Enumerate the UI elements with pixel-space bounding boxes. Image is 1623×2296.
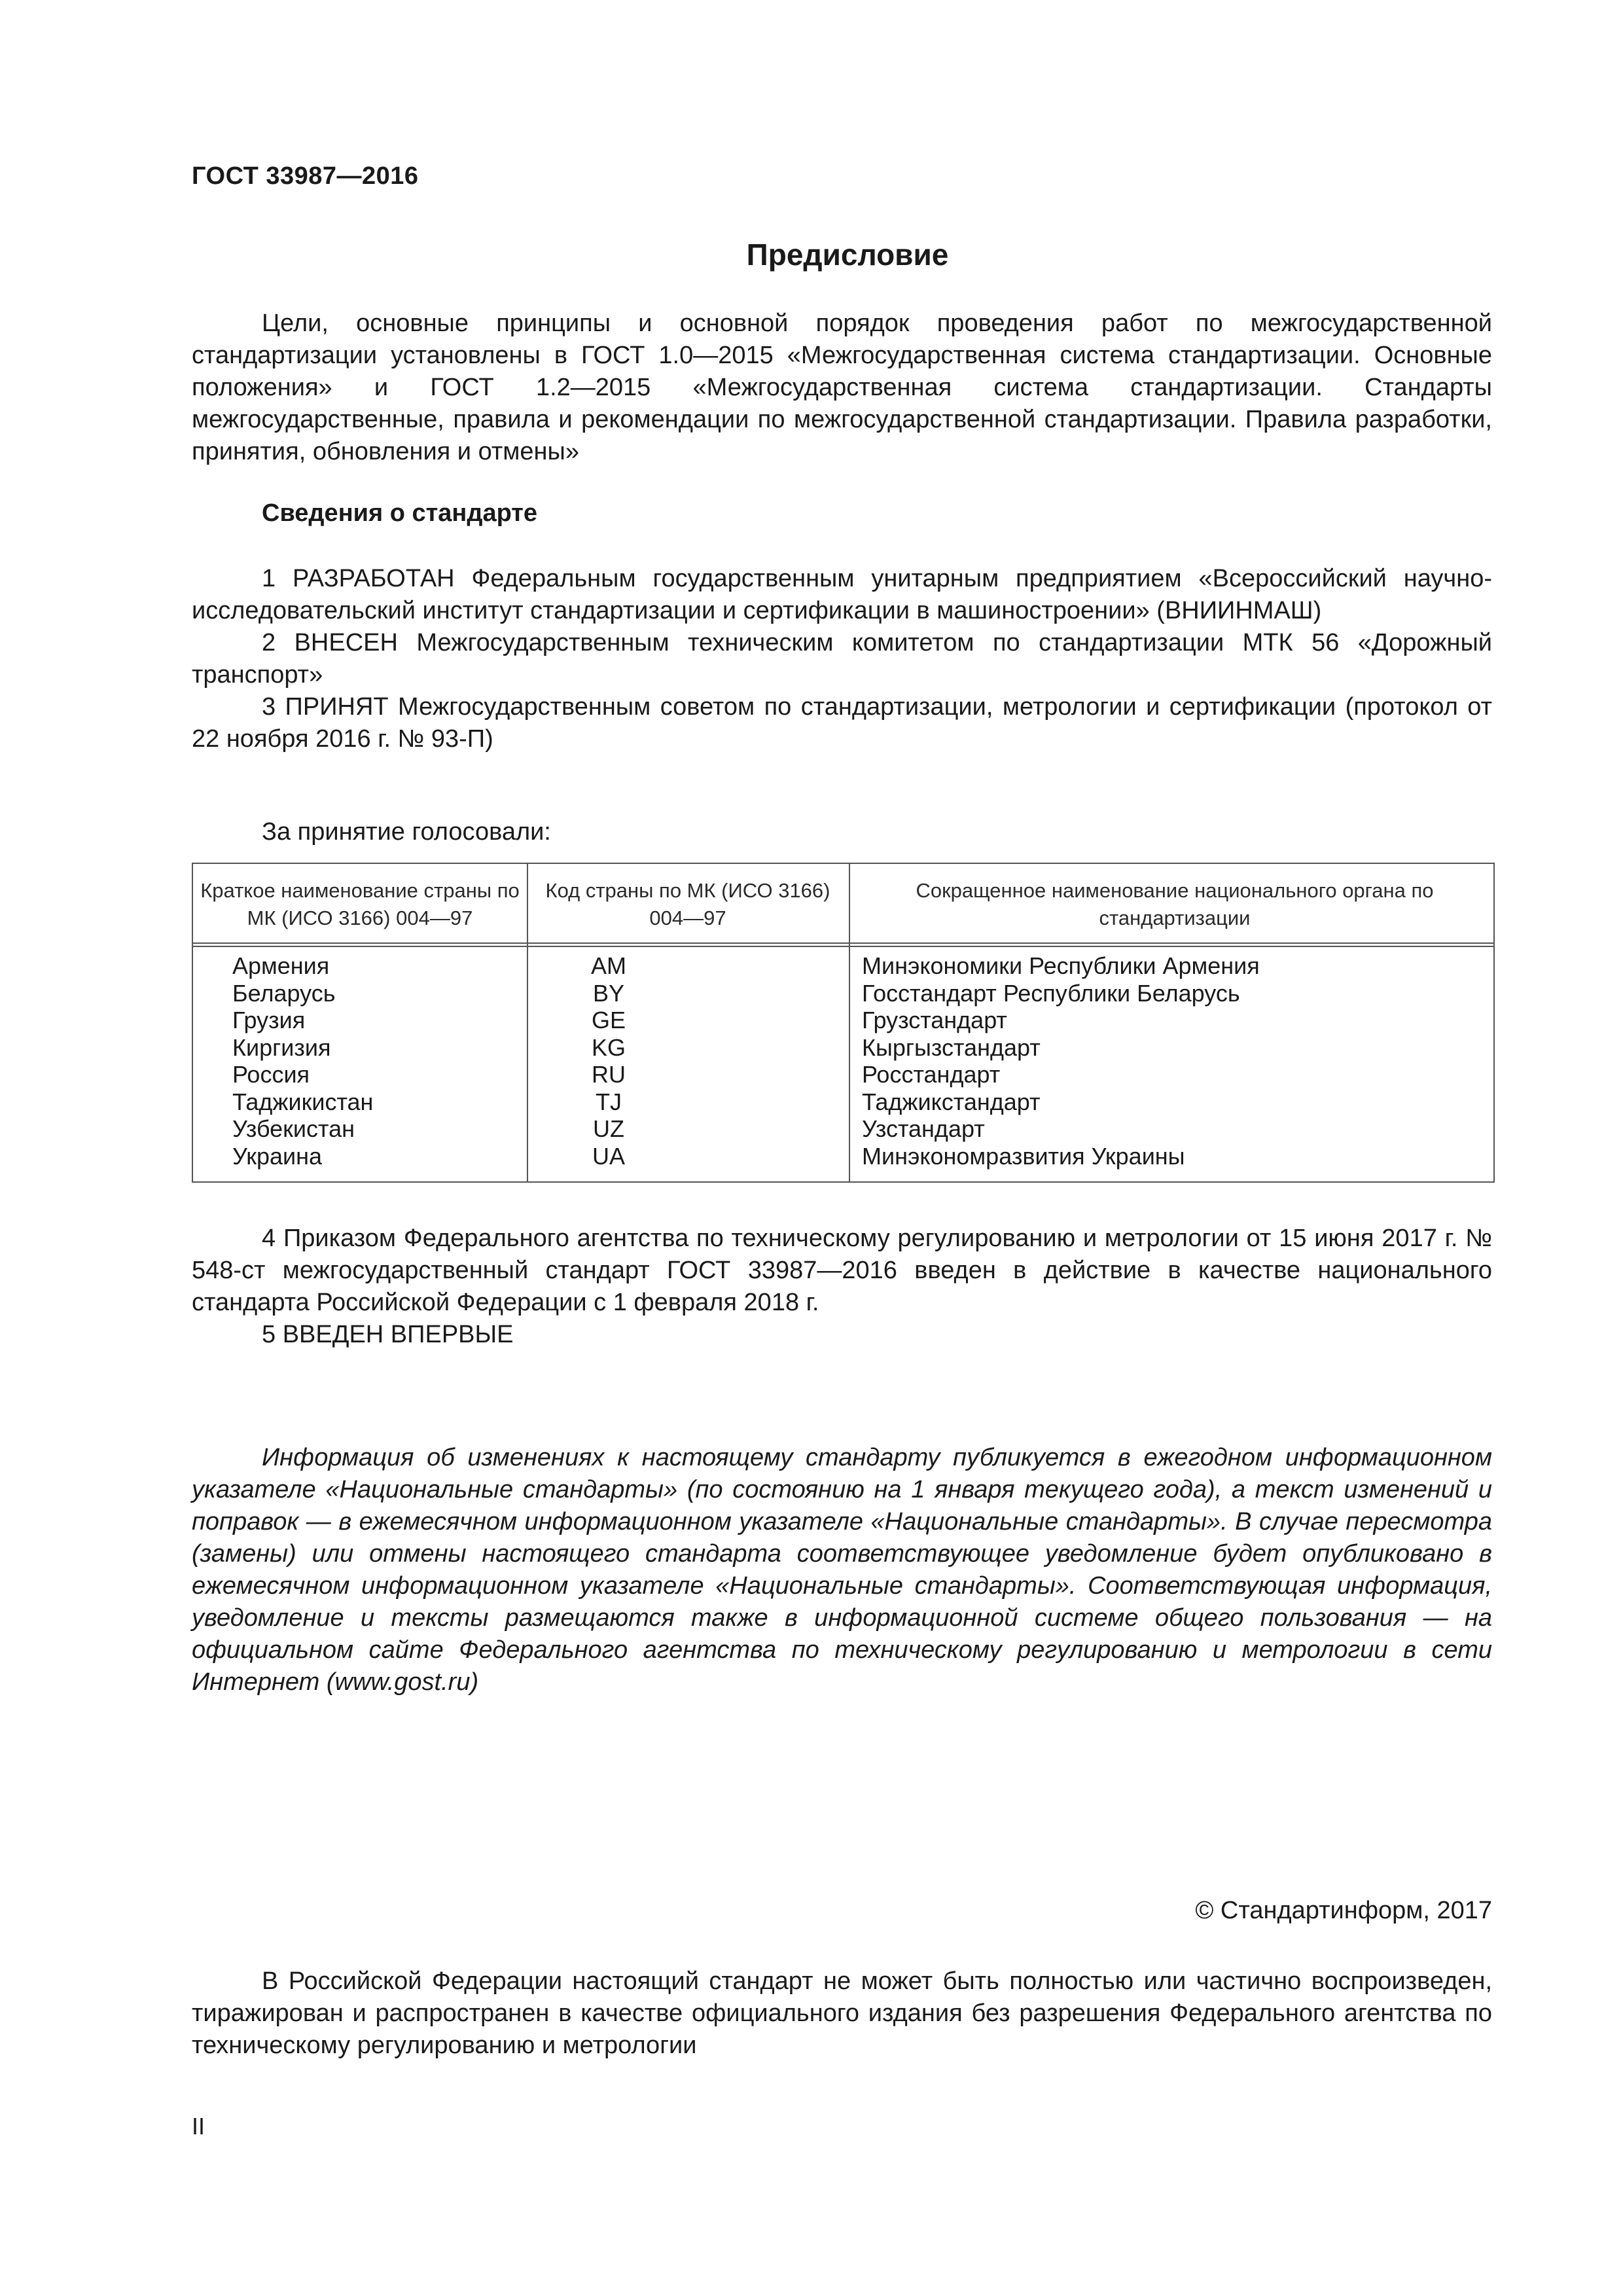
vote-label: За принятие голосовали: <box>262 818 551 846</box>
country-code: TJ <box>596 1088 622 1115</box>
table-header-country: Краткое наименование страны по МК (ИСО 3166) 004—97 <box>200 879 520 929</box>
standard-info-heading: Сведения о стандарте <box>262 499 538 527</box>
national-body: Госстандарт Республики Беларусь <box>862 979 1240 1007</box>
country-name: Грузия <box>232 1007 306 1033</box>
table-row <box>193 952 1493 980</box>
rights-paragraph: В Российской Федерации настоящий стандарт не может быть полностью или частично воспроизведен, тиражирован и распространен в качестве официального издания без разрешения Федерального агентства по техническому регулированию и метрологии <box>192 1967 1492 2059</box>
intro-paragraph: Цели, основные принципы и основной порядок проведения работ по межгосударственной стандартизации установлены в ГОСТ 1.0—2015 «Межгосударственная система стандартизации. Основные положения» и ГОСТ 1.2—2015 «Межгосударственная система стандартизации. Стандарты межгосударственные, правила и рекомендации по межгосударственной стандартизации. Правила разработки, принятия, обновления и отмены» <box>192 310 1492 465</box>
national-body: Кыргызстандарт <box>862 1033 1041 1061</box>
table-row <box>193 980 1493 1007</box>
national-body: Минэкономики Республики Армения <box>862 952 1260 979</box>
document-id: ГОСТ 33987—2016 <box>192 162 419 190</box>
country-code: AM <box>591 952 626 979</box>
country-name: Беларусь <box>232 979 336 1007</box>
header-divider <box>193 942 1493 944</box>
country-name: Украина <box>232 1142 323 1170</box>
rights-section <box>192 1965 1492 2062</box>
country-code: BY <box>592 979 625 1007</box>
header-divider <box>193 946 1493 947</box>
table-row <box>193 1115 1493 1143</box>
info-item-order: 4 Приказом Федерального агентства по техническому регулированию и метрологии от 15 июня 2017 г. № 548-ст межгосударственный стандарт ГОСТ 33987—2016 введен в действие в качестве национального стандарта Российской Федерации с 1 февраля 2018 г. <box>192 1225 1492 1316</box>
country-code: KG <box>591 1033 626 1061</box>
standard-info-items <box>192 563 1492 755</box>
page-number: II <box>192 2113 205 2140</box>
table-header-body: Сокращенное наименование национального органа по стандартизации <box>916 879 1434 929</box>
info-item-developed: 1 РАЗРАБОТАН Федеральным государственным унитарным предприятием «Всероссийский научно-исследовательский институт стандартизации и сертификации в машиностроении» (ВНИИНМАШ) <box>192 565 1492 624</box>
table-row <box>193 1061 1493 1088</box>
changes-notice <box>192 1442 1492 1698</box>
table-header-code: Код страны по МК (ИСО 3166) 004—97 <box>545 879 830 929</box>
info-item-introduced: 2 ВНЕСЕН Межгосударственным техническим комитетом по стандартизации МТК 56 «Дорожный транспорт» <box>192 629 1492 689</box>
page-title: Предисловие <box>746 238 949 272</box>
standard-info-items-continued <box>192 1223 1492 1351</box>
country-code: GE <box>591 1007 626 1033</box>
copyright: © Стандартинформ, 2017 <box>1195 1897 1492 1924</box>
country-name: Таджикистан <box>232 1088 374 1115</box>
info-item-adopted: 3 ПРИНЯТ Межгосударственным советом по стандартизации, метрологии и сертификации (протокол от 22 ноября 2016 г. № 93-П) <box>192 693 1492 753</box>
country-name: Киргизия <box>232 1033 331 1061</box>
country-code: UA <box>592 1142 625 1170</box>
country-name: Узбекистан <box>232 1115 355 1142</box>
table-row <box>193 1088 1493 1116</box>
table-body <box>193 952 1493 1170</box>
table-row <box>193 1034 1493 1062</box>
country-name: Россия <box>232 1061 310 1088</box>
table-row <box>193 1143 1493 1170</box>
national-body: Грузстандарт <box>862 1007 1007 1033</box>
notice-paragraph: Информация об изменениях к настоящему стандарту публикуется в ежегодном информационном указателе «Национальные стандарты» (по состоянию на 1 января текущего года), а текст изменений и поправок — в ежемесячном информационном указателе «Национальные стандарты». В случае пересмотра (замены) или отмены настоящего стандарта соответствующее уведомление будет опубликовано в ежемесячном информационном указателе «Национальные стандарты». Соответствующая информация, уведомление и тексты размещаются также в информационной системе общего пользования — на официальном сайте Федерального агентства по техническому регулированию и метрологии в сети Интернет (www.gost.ru) <box>192 1444 1492 1696</box>
country-code: UZ <box>593 1115 624 1142</box>
national-body: Узстандарт <box>862 1115 985 1142</box>
country-code: RU <box>592 1061 626 1088</box>
table-row <box>193 1007 1493 1034</box>
intro-section <box>192 308 1492 468</box>
info-item-first-introduced: 5 ВВЕДЕН ВПЕРВЫЕ <box>262 1321 514 1348</box>
voting-table <box>192 863 1495 1183</box>
national-body: Таджикстандарт <box>862 1088 1041 1115</box>
country-name: Армения <box>232 952 330 979</box>
national-body: Росстандарт <box>862 1061 1001 1088</box>
national-body: Минэкономразвития Украины <box>862 1142 1185 1170</box>
